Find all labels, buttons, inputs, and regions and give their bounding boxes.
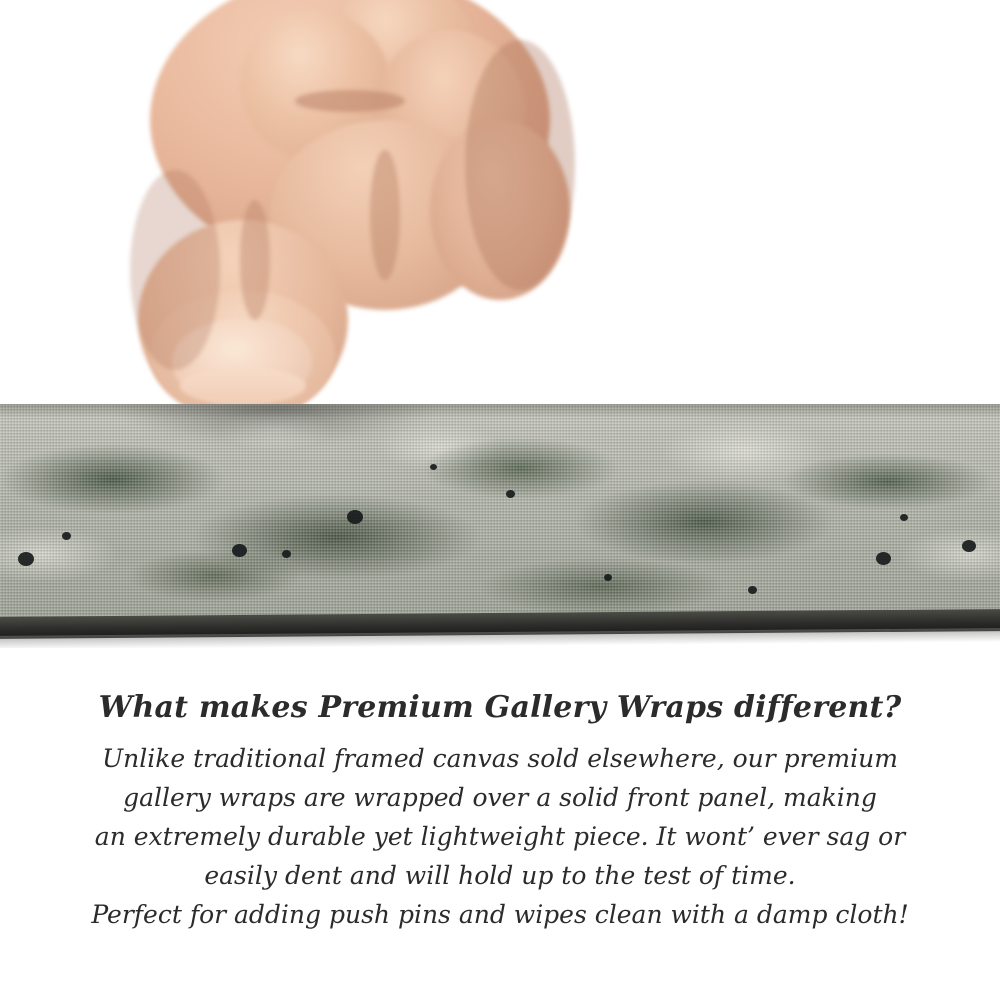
- artwork-speck: [430, 464, 437, 470]
- artwork-speck: [900, 514, 908, 521]
- caption-line: Unlike traditional framed canvas sold elsewhere, our premium: [102, 744, 898, 773]
- caption-line: easily dent and will hold up to the test of time.: [204, 861, 796, 890]
- thumbnail-edge: [180, 368, 306, 404]
- artwork-speck: [347, 510, 363, 524]
- canvas-edge-icon: [0, 404, 1000, 648]
- hand-pressing-icon: [120, 0, 560, 420]
- artwork-speck: [232, 544, 247, 557]
- artwork-speck: [18, 552, 34, 566]
- artwork-speck: [876, 552, 891, 565]
- hand-shadow-right: [465, 40, 575, 290]
- artwork-speck: [962, 540, 976, 552]
- artwork-speck: [282, 550, 291, 558]
- artwork-speck: [62, 532, 71, 540]
- hand-contact-shadow: [110, 404, 440, 444]
- caption-line: an extremely durable yet lightweight piece. It wont’ ever sag or: [94, 822, 906, 851]
- artwork-speck: [748, 586, 757, 594]
- artwork-speck: [604, 574, 612, 581]
- caption-title: What makes Premium Gallery Wraps different?: [98, 690, 902, 725]
- hand-shadow-left: [130, 170, 220, 370]
- caption-line: Perfect for adding push pins and wipes clean with a damp cloth!: [91, 900, 909, 929]
- caption-line: gallery wraps are wrapped over a solid front panel, making: [123, 783, 877, 812]
- caption-block: [0, 690, 1000, 934]
- hand-crease-b: [370, 150, 400, 280]
- hand-crease-a: [295, 90, 405, 112]
- artwork-speck: [506, 490, 515, 498]
- hand-crease-c: [240, 200, 270, 320]
